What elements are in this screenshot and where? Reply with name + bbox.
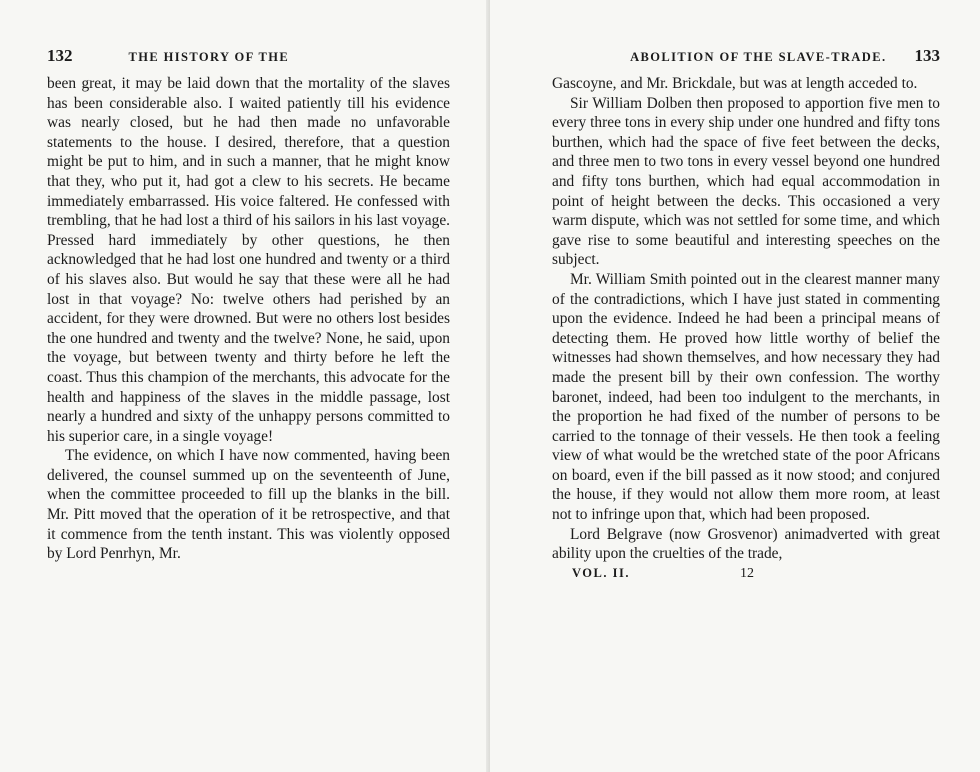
left-paragraph-2: The evidence, on which I have now commented, having been delivered, the counsel summed up on the seventeenth of June, when the committee proceeded to fill up the blanks in the bill. Mr. Pitt moved that the operation of it be retrospective, and that it commence from the tenth instant. This was violently opposed by Lord Penrhyn, Mr. bbox=[47, 447, 450, 563]
right-paragraph-2: Sir William Dolben then proposed to apportion five men to every three tons in every ship under one hundred and fifty tons burthen, which had the space of five feet between the decks, and three men to two tons in every vessel beyond one hundred and fifty tons burthen, which had equal accommodation in point of height between the decks. This occasioned a very warm dispute, which was not settled for some time, and which gave rise to some beautiful and interesting speeches on the subject. bbox=[552, 94, 940, 269]
right-body-text bbox=[552, 74, 940, 564]
right-paragraph-3: Mr. William Smith pointed out in the clearest manner many of the contradictions, which I have just stated in commenting upon the evidence. Indeed he had been a principal means of detecting them. He proved how little worthy of belief the witnesses had shown themselves, and how necessary they had made the present bill by their own confession. The worthy baronet, indeed, had been too indulgent to the merchants, in the proportion he had fixed of the number of persons to be carried to the tonnage of their vessels. He then took a feeling view of what would be the wretched state of the poor Africans on board, even if the bill passed as it now stood; and conjured the house, if they would not allow them more room, at least not to infringe upon that, which had been proposed. bbox=[552, 270, 940, 524]
left-body-text bbox=[47, 74, 450, 564]
right-running-title: ABOLITION OF THE SLAVE-TRADE. bbox=[630, 50, 887, 64]
left-page-number: 132 bbox=[47, 46, 73, 65]
right-page-number: 133 bbox=[914, 46, 940, 65]
left-running-title: THE HISTORY OF THE bbox=[128, 50, 290, 64]
left-running-head bbox=[47, 46, 450, 70]
left-paragraph-1: been great, it may be laid down that the mortality of the slaves has been considerable also. I waited patiently till his evidence was nearly closed, but he had then made no unfavorable statements to the house. I desired, therefore, that a question might be put to him, and in such a manner, that he might know that they, who put it, had got a clew to his secrets. He became immediately embarrassed. His voice faltered. He confessed with trembling, that he had lost a third of his sailors in his last voyage. Pressed hard immediately by other questions, he then acknowledged that he had lost one hundred and twenty or a third of his slaves also. But would he say that these were all he had lost in that voyage? No: twelve others had perished by an accident, for they were drowned. But were no others lost besides the one hundred and twenty and the twelve? None, he said, upon the voyage, but between twenty and thirty before he left the coast. Thus this champion of the merchants, this advocate for the health and happiness of the slaves in the middle passage, lost nearly a hundred and sixty of the unhappy persons committed to his superior care, in a single voyage! bbox=[47, 75, 450, 445]
right-paragraph-1: Gascoyne, and Mr. Brickdale, but was at length acceded to. bbox=[552, 75, 918, 92]
signature-line bbox=[552, 566, 940, 582]
signature-volume: VOL. II. bbox=[572, 565, 630, 580]
right-running-head bbox=[552, 46, 940, 70]
right-paragraph-4: Lord Belgrave (now Grosvenor) animadverted with great ability upon the cruelties of the trade, bbox=[552, 525, 940, 563]
right-page bbox=[490, 0, 980, 772]
signature-number: 12 bbox=[739, 565, 754, 581]
